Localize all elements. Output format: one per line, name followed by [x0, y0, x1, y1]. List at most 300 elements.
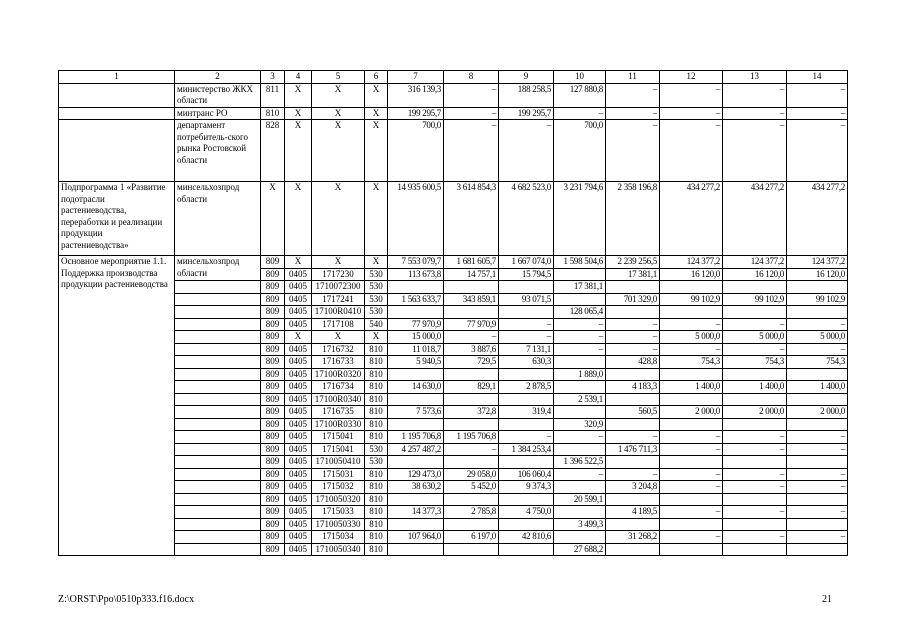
table-cell — [606, 456, 660, 469]
table-cell: 1710050330 — [312, 518, 365, 531]
column-header: 5 — [312, 71, 365, 84]
table-row — [59, 506, 848, 519]
table-cell — [59, 107, 175, 120]
table-cell: Х — [285, 256, 312, 269]
table-cell: 0405 — [285, 456, 312, 469]
table-cell: 124 377,2 — [660, 256, 723, 269]
column-header: 3 — [261, 71, 285, 84]
table-cell: Подпрограмма 1 «Развитие подотрасли растениеводства, переработки и реализации продукции растениеводства» — [59, 182, 175, 256]
table-cell: 1717230 — [312, 268, 365, 281]
table-cell: департамент потребитель-ского рынка Ростовской области — [175, 120, 261, 182]
table-cell: 810 — [365, 406, 388, 419]
table-cell: Х — [365, 120, 388, 182]
table-cell: 372,8 — [444, 406, 499, 419]
table-cell: 2 239 256,5 — [606, 256, 660, 269]
table-cell: 809 — [261, 406, 285, 419]
table-cell: 810 — [261, 107, 285, 120]
table-cell: Х — [365, 331, 388, 344]
table-cell — [660, 418, 723, 431]
table-cell: 99 102,9 — [660, 293, 723, 306]
table-cell: 0405 — [285, 356, 312, 369]
table-cell: 810 — [365, 431, 388, 444]
table-cell: 127 880,8 — [554, 83, 606, 107]
table-cell: 560,5 — [606, 406, 660, 419]
table-cell: – — [660, 443, 723, 456]
table-cell: 20 599,1 — [554, 493, 606, 506]
table-cell — [175, 431, 261, 444]
table-cell: 16 120,0 — [723, 268, 787, 281]
table-cell: – — [444, 443, 499, 456]
table-cell — [723, 368, 787, 381]
table-cell — [175, 368, 261, 381]
table-cell — [606, 518, 660, 531]
table-cell: 1715041 — [312, 443, 365, 456]
table-cell: 700,0 — [388, 120, 444, 182]
table-cell: 809 — [261, 281, 285, 294]
table-cell: 0405 — [285, 293, 312, 306]
table-cell: 5 000,0 — [723, 331, 787, 344]
table-row — [59, 356, 848, 369]
table-cell: 17100R0330 — [312, 418, 365, 431]
table-cell: 0405 — [285, 268, 312, 281]
table-cell: 0405 — [285, 506, 312, 519]
table-row — [59, 343, 848, 356]
table-cell — [59, 120, 175, 182]
table-cell — [175, 468, 261, 481]
table-cell: 0405 — [285, 431, 312, 444]
table-cell — [787, 518, 848, 531]
table-cell: Х — [285, 107, 312, 120]
table-cell — [499, 306, 554, 319]
table-cell: 810 — [365, 543, 388, 556]
table-cell: – — [606, 343, 660, 356]
table-cell: 7 553 079,7 — [388, 256, 444, 269]
table-cell — [554, 406, 606, 419]
table-row — [59, 368, 848, 381]
table-row — [59, 543, 848, 556]
table-cell: – — [723, 107, 787, 120]
table-cell: 3 231 794,6 — [554, 182, 606, 256]
table-cell: 630,3 — [499, 356, 554, 369]
table-cell: 4 257 487,2 — [388, 443, 444, 456]
table-cell — [175, 456, 261, 469]
table-cell — [499, 543, 554, 556]
table-cell: 1 400,0 — [660, 381, 723, 394]
table-cell — [499, 368, 554, 381]
table-cell: 17100R0410 — [312, 306, 365, 319]
table-cell: 1 396 522,5 — [554, 456, 606, 469]
table-cell: 2 000,0 — [660, 406, 723, 419]
table-cell: 434 277,2 — [660, 182, 723, 256]
table-cell: 3 887,6 — [444, 343, 499, 356]
table-cell: 124 377,2 — [723, 256, 787, 269]
table-cell: – — [554, 468, 606, 481]
table-cell: – — [606, 318, 660, 331]
table-cell: 31 268,2 — [606, 531, 660, 544]
budget-table — [58, 70, 848, 556]
table-cell: 0405 — [285, 468, 312, 481]
table-cell: Х — [365, 107, 388, 120]
table-cell: 106 060,4 — [499, 468, 554, 481]
table-row — [59, 318, 848, 331]
table-cell — [175, 306, 261, 319]
table-cell: 0405 — [285, 518, 312, 531]
table-cell: 319,4 — [499, 406, 554, 419]
table-cell: 0405 — [285, 406, 312, 419]
table-cell — [660, 518, 723, 531]
table-row — [59, 256, 848, 269]
table-cell: 809 — [261, 531, 285, 544]
table-cell — [606, 393, 660, 406]
table-cell — [787, 368, 848, 381]
table-cell: 14 377,3 — [388, 506, 444, 519]
table-cell: Х — [285, 83, 312, 107]
table-cell: – — [606, 83, 660, 107]
table-cell: 828 — [261, 120, 285, 182]
table-cell — [499, 493, 554, 506]
table-cell — [175, 293, 261, 306]
table-cell: 15 794,5 — [499, 268, 554, 281]
table-cell — [499, 418, 554, 431]
table-cell: 809 — [261, 318, 285, 331]
table-cell: – — [787, 83, 848, 107]
table-cell: 1 400,0 — [787, 381, 848, 394]
table-cell: 809 — [261, 268, 285, 281]
table-cell — [175, 393, 261, 406]
table-cell — [660, 456, 723, 469]
table-cell: 530 — [365, 443, 388, 456]
table-cell: – — [723, 481, 787, 494]
table-cell — [444, 543, 499, 556]
table-cell — [388, 368, 444, 381]
table-cell: 1710050410 — [312, 456, 365, 469]
table-cell: Х — [312, 331, 365, 344]
table-cell: 5 940,5 — [388, 356, 444, 369]
table-cell: – — [723, 531, 787, 544]
table-row — [59, 120, 848, 182]
table-cell: 16 120,0 — [787, 268, 848, 281]
table-cell: 701 329,0 — [606, 293, 660, 306]
table-cell: 17 381,1 — [554, 281, 606, 294]
table-row — [59, 468, 848, 481]
table-row — [59, 83, 848, 107]
column-header: 12 — [660, 71, 723, 84]
table-cell: 810 — [365, 468, 388, 481]
table-cell — [388, 543, 444, 556]
table-cell: 14 935 600,5 — [388, 182, 444, 256]
table-cell: 810 — [365, 506, 388, 519]
table-cell — [388, 418, 444, 431]
table-cell: – — [499, 331, 554, 344]
table-cell: 1 889,0 — [554, 368, 606, 381]
table-cell — [554, 506, 606, 519]
table-cell — [444, 281, 499, 294]
table-cell: – — [660, 481, 723, 494]
table-cell: минсельхозпрод области — [175, 256, 261, 281]
table-cell: 7 131,1 — [499, 343, 554, 356]
table-cell: 810 — [365, 531, 388, 544]
table-cell: – — [787, 120, 848, 182]
table-cell — [554, 481, 606, 494]
table-cell: 0405 — [285, 318, 312, 331]
table-cell: 1 681 605,7 — [444, 256, 499, 269]
column-header: 6 — [365, 71, 388, 84]
table-cell: 1715041 — [312, 431, 365, 444]
table-cell: 0405 — [285, 543, 312, 556]
table-cell: – — [606, 468, 660, 481]
table-cell — [444, 306, 499, 319]
table-cell: 810 — [365, 368, 388, 381]
document-path: Z:\ORST\Ppo\0510p333.f16.docx — [58, 594, 195, 605]
table-cell — [175, 531, 261, 544]
table-cell — [175, 343, 261, 356]
table-cell: Х — [312, 107, 365, 120]
table-cell: 29 058,0 — [444, 468, 499, 481]
table-cell — [554, 268, 606, 281]
column-header: 14 — [787, 71, 848, 84]
table-cell: – — [554, 318, 606, 331]
table-cell: 17100R0320 — [312, 368, 365, 381]
table-cell: 11 018,7 — [388, 343, 444, 356]
table-cell: 0405 — [285, 393, 312, 406]
table-cell: 754,3 — [660, 356, 723, 369]
table-cell: 1715032 — [312, 481, 365, 494]
table-cell: – — [787, 506, 848, 519]
table-cell: – — [660, 468, 723, 481]
table-cell: 3 499,3 — [554, 518, 606, 531]
table-cell — [499, 281, 554, 294]
table-cell: 810 — [365, 518, 388, 531]
table-cell: 128 065,4 — [554, 306, 606, 319]
table-row — [59, 518, 848, 531]
table-cell: 5 000,0 — [660, 331, 723, 344]
table-cell: 810 — [365, 381, 388, 394]
table-cell — [388, 393, 444, 406]
table-cell: 530 — [365, 281, 388, 294]
table-cell: 809 — [261, 343, 285, 356]
table-row — [59, 443, 848, 456]
table-cell: 810 — [365, 343, 388, 356]
table-cell: 810 — [365, 356, 388, 369]
table-cell — [175, 543, 261, 556]
table-cell: 199 295,7 — [388, 107, 444, 120]
table-cell: 811 — [261, 83, 285, 107]
table-cell: 809 — [261, 418, 285, 431]
table-cell: 14 630,0 — [388, 381, 444, 394]
table-cell: 809 — [261, 393, 285, 406]
table-cell: 4 750,0 — [499, 506, 554, 519]
table-cell: Х — [312, 256, 365, 269]
column-header: 11 — [606, 71, 660, 84]
table-cell: Х — [312, 182, 365, 256]
table-cell: 809 — [261, 256, 285, 269]
table-cell: 0405 — [285, 531, 312, 544]
table-cell: 810 — [365, 418, 388, 431]
table-cell: Основное мероприятие 1.1. Поддержка производства продукции растениеводства — [59, 256, 175, 556]
table-cell: 1710050320 — [312, 493, 365, 506]
table-cell: – — [554, 107, 606, 120]
table-cell — [444, 456, 499, 469]
table-cell: – — [660, 318, 723, 331]
table-cell: 1710050340 — [312, 543, 365, 556]
table-row — [59, 281, 848, 294]
table-cell: 809 — [261, 506, 285, 519]
table-cell: 1715033 — [312, 506, 365, 519]
table-cell: – — [499, 318, 554, 331]
table-cell: – — [787, 481, 848, 494]
table-cell: 530 — [365, 306, 388, 319]
table-cell: 6 197,0 — [444, 531, 499, 544]
table-cell: 809 — [261, 443, 285, 456]
table-row — [59, 481, 848, 494]
table-cell: 1717241 — [312, 293, 365, 306]
table-row — [59, 107, 848, 120]
column-header: 2 — [175, 71, 261, 84]
table-cell: – — [660, 531, 723, 544]
table-cell: 0405 — [285, 481, 312, 494]
table-cell — [787, 281, 848, 294]
table-cell — [444, 418, 499, 431]
table-cell: – — [444, 331, 499, 344]
table-cell: 27 688,2 — [554, 543, 606, 556]
table-cell — [554, 293, 606, 306]
table-row — [59, 306, 848, 319]
table-cell: – — [444, 120, 499, 182]
table-cell: 7 573,6 — [388, 406, 444, 419]
table-cell: – — [606, 431, 660, 444]
table-cell: 0405 — [285, 306, 312, 319]
table-cell: 0405 — [285, 343, 312, 356]
table-cell: 2 878,5 — [499, 381, 554, 394]
table-cell — [554, 381, 606, 394]
table-cell: 1716733 — [312, 356, 365, 369]
table-cell: 107 964,0 — [388, 531, 444, 544]
table-cell: 343 859,1 — [444, 293, 499, 306]
table-cell: 2 358 196,8 — [606, 182, 660, 256]
table-cell: 530 — [365, 456, 388, 469]
table-cell: – — [723, 443, 787, 456]
table-cell: 0405 — [285, 381, 312, 394]
table-cell — [175, 331, 261, 344]
table-row — [59, 393, 848, 406]
table-cell: 5 000,0 — [787, 331, 848, 344]
table-cell — [606, 543, 660, 556]
table-cell: 530 — [365, 268, 388, 281]
table-cell: – — [606, 331, 660, 344]
table-cell: 1 195 706,8 — [388, 431, 444, 444]
table-cell: Х — [365, 182, 388, 256]
table-cell: 754,3 — [787, 356, 848, 369]
table-cell: 113 673,8 — [388, 268, 444, 281]
table-cell: – — [660, 343, 723, 356]
table-cell — [175, 443, 261, 456]
table-cell: 14 757,1 — [444, 268, 499, 281]
table-cell — [606, 306, 660, 319]
table-cell: 1710072300 — [312, 281, 365, 294]
table-cell: – — [660, 506, 723, 519]
table-cell — [660, 306, 723, 319]
table-cell: 809 — [261, 493, 285, 506]
table-cell: – — [444, 107, 499, 120]
table-cell: – — [554, 331, 606, 344]
table-cell: 15 000,0 — [388, 331, 444, 344]
table-cell — [787, 306, 848, 319]
table-cell: 1 195 706,8 — [444, 431, 499, 444]
table-cell: 4 183,3 — [606, 381, 660, 394]
table-cell: 316 139,3 — [388, 83, 444, 107]
table-cell: Х — [312, 120, 365, 182]
table-cell: 809 — [261, 293, 285, 306]
table-cell — [723, 518, 787, 531]
column-header: 1 — [59, 71, 175, 84]
table-row — [59, 182, 848, 256]
table-cell — [606, 281, 660, 294]
table-cell: 77 970,9 — [444, 318, 499, 331]
table-cell: 809 — [261, 381, 285, 394]
table-cell — [787, 393, 848, 406]
table-cell — [175, 281, 261, 294]
table-cell — [787, 456, 848, 469]
table-row — [59, 406, 848, 419]
table-cell: 530 — [365, 293, 388, 306]
table-cell: 5 452,0 — [444, 481, 499, 494]
table-cell — [444, 393, 499, 406]
table-cell: Х — [285, 120, 312, 182]
table-cell — [499, 456, 554, 469]
table-cell: – — [660, 431, 723, 444]
table-cell: 1 563 633,7 — [388, 293, 444, 306]
table-cell: 810 — [365, 481, 388, 494]
table-cell: Х — [261, 182, 285, 256]
table-cell: 1715031 — [312, 468, 365, 481]
table-cell: 434 277,2 — [787, 182, 848, 256]
table-cell: 17100R0340 — [312, 393, 365, 406]
table-row — [59, 431, 848, 444]
table-cell — [606, 368, 660, 381]
table-cell — [388, 306, 444, 319]
table-cell: – — [723, 318, 787, 331]
table-cell: 434 277,2 — [723, 182, 787, 256]
table-cell: 809 — [261, 368, 285, 381]
table-cell — [660, 493, 723, 506]
table-cell — [787, 543, 848, 556]
table-cell: 1717108 — [312, 318, 365, 331]
table-cell: 809 — [261, 518, 285, 531]
table-cell: Х — [285, 182, 312, 256]
column-header: 10 — [554, 71, 606, 84]
table-cell: 0405 — [285, 443, 312, 456]
table-cell: 38 630,2 — [388, 481, 444, 494]
table-cell — [660, 543, 723, 556]
page-number: 21 — [822, 594, 832, 605]
table-row — [59, 531, 848, 544]
table-cell: 1716735 — [312, 406, 365, 419]
table-cell — [660, 393, 723, 406]
table-cell: – — [787, 343, 848, 356]
table-cell: Х — [312, 83, 365, 107]
table-cell: – — [787, 318, 848, 331]
table-cell — [723, 543, 787, 556]
table-cell: Х — [365, 256, 388, 269]
table-cell: минтранс РО — [175, 107, 261, 120]
table-cell: – — [723, 468, 787, 481]
table-cell: 0405 — [285, 281, 312, 294]
table-cell: 320,9 — [554, 418, 606, 431]
table-cell: 829,1 — [444, 381, 499, 394]
table-cell: 3 204,8 — [606, 481, 660, 494]
table-row — [59, 381, 848, 394]
table-cell: 9 374,3 — [499, 481, 554, 494]
